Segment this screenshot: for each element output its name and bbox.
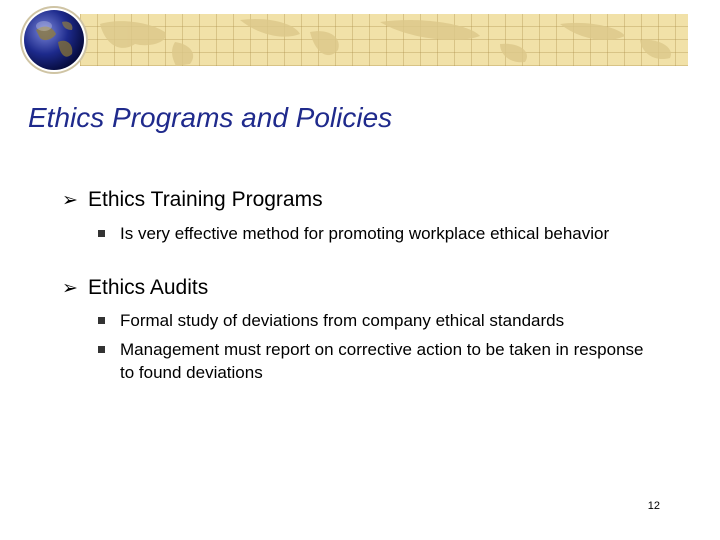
- arrow-bullet-icon: ➢: [62, 278, 78, 299]
- bullet-label: Ethics Training Programs: [88, 188, 323, 211]
- world-map-banner: [80, 14, 688, 66]
- world-map-decoration: [80, 14, 688, 66]
- square-bullet-icon: [98, 346, 105, 353]
- square-bullet-icon: [98, 230, 105, 237]
- arrow-bullet-icon: ➢: [62, 190, 78, 211]
- sub-bullet-management-report: [98, 338, 658, 384]
- square-bullet-icon: [98, 317, 105, 324]
- sub-bullet-formal-study: [98, 309, 658, 332]
- sub-bullet-label: Formal study of deviations from company ethical standards: [120, 311, 565, 330]
- globe-icon: [22, 8, 86, 72]
- globe-graphic: [22, 8, 86, 72]
- sub-bullet-label: Is very effective method for promoting workplace ethical behavior: [120, 224, 610, 243]
- sub-bullet-effective-method: [98, 222, 658, 245]
- sub-bullet-label: Management must report on corrective action to be taken in response to found deviations: [120, 340, 644, 382]
- slide-title: Ethics Programs and Policies: [28, 102, 393, 133]
- page-number: 12: [647, 500, 660, 512]
- bullet-label: Ethics Audits: [88, 276, 209, 299]
